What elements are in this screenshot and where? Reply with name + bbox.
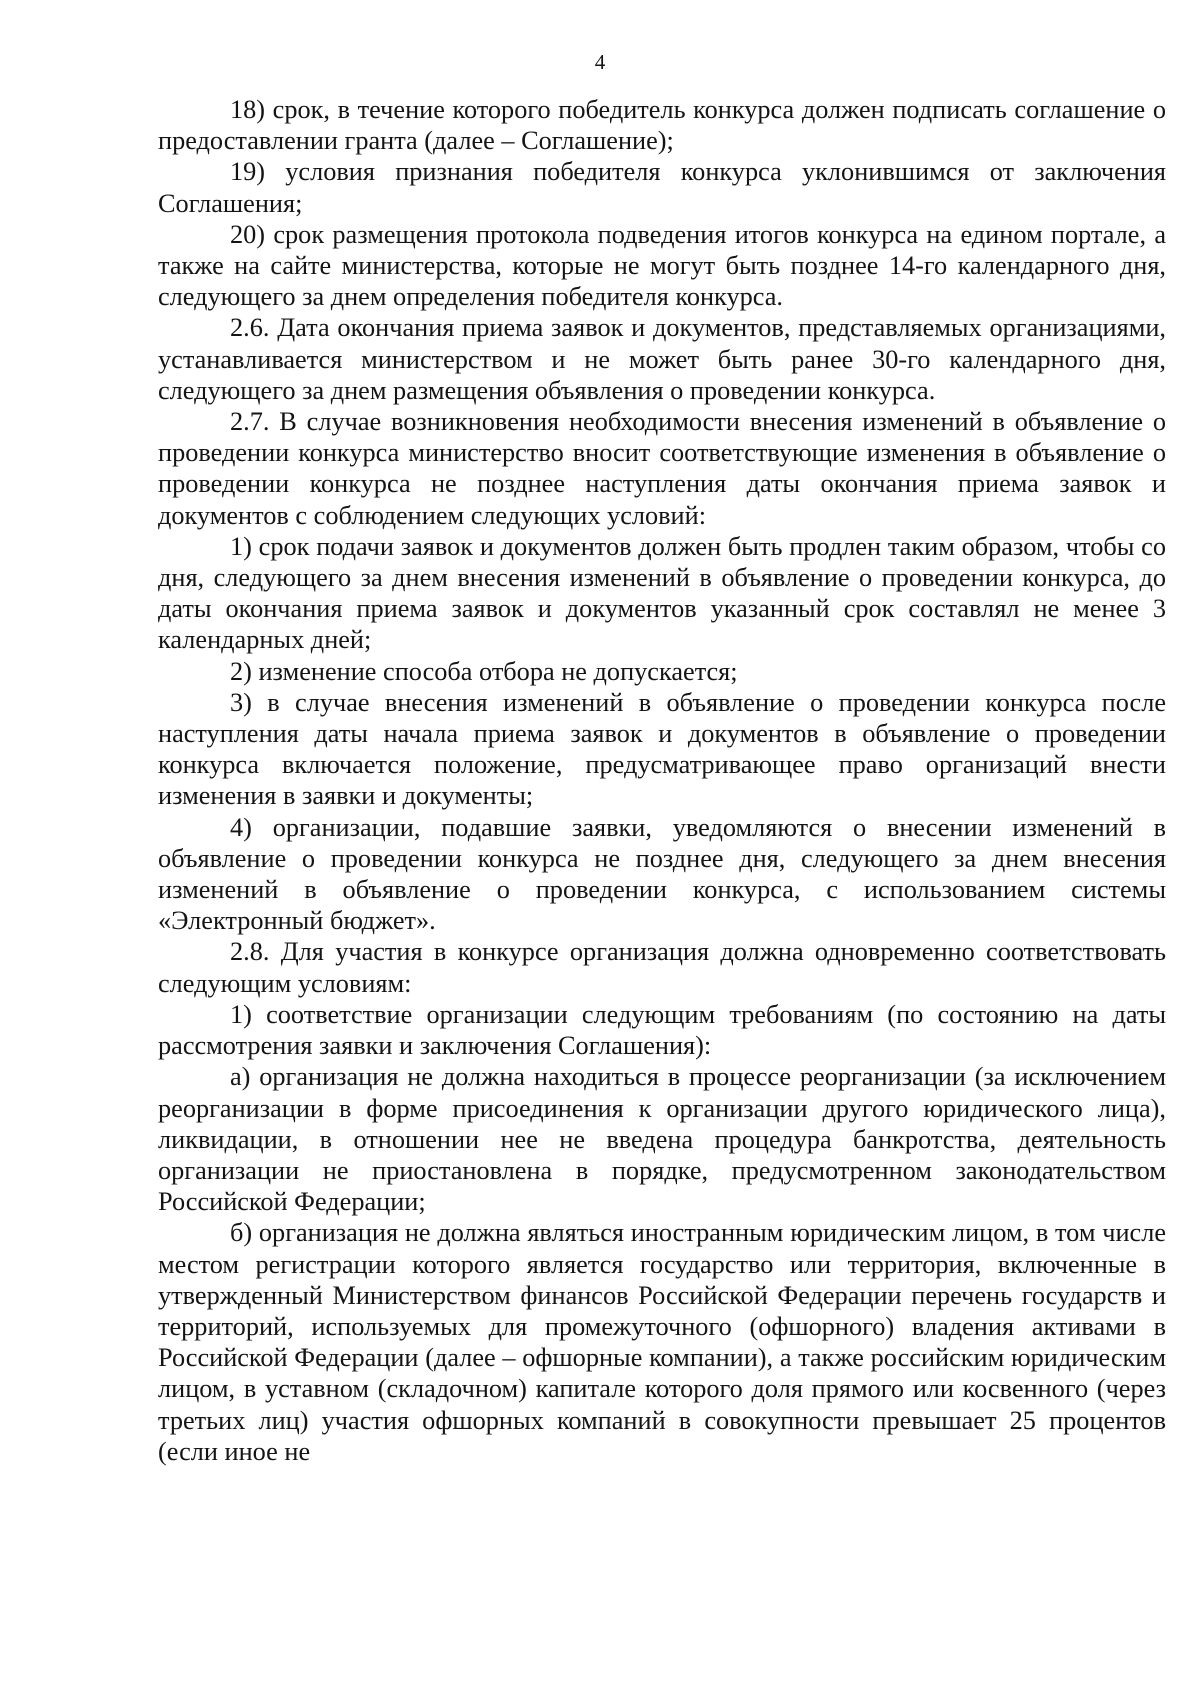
paragraph-item-20: 20) срок размещения протокола подведения итогов конкурса на едином портале, а также на сайте министерства, которые не могут быть позднее 14-го календарного дня, следующего за днем определения победителя конкурса. — [158, 219, 1166, 312]
paragraph-item-18: 18) срок, в течение которого победитель конкурса должен подписать соглашение о предоставлении гранта (далее – Соглашение); — [158, 95, 1166, 156]
paragraph-clause-2-7: 2.7. В случае возникновения необходимости внесения изменений в объявление о проведении конкурса министерство вносит соответствующие изменения в объявление о проведении конкурса не позднее наступления даты окончания приема заявок и документов с соблюдением следующих условий: — [158, 407, 1166, 530]
paragraph-condition-3: 3) в случае внесения изменений в объявление о проведении конкурса после наступления даты начала приема заявок и документов в объявление о проведении конкурса включается положение, предусматривающее право организаций внести изменения в заявки и документы; — [158, 687, 1166, 811]
paragraph-requirement-1: 1) соответствие организации следующим требованиям (по состоянию на даты рассмотрения заявки и заключения Соглашения): — [158, 999, 1166, 1061]
paragraph-clause-2-6: 2.6. Дата окончания приема заявок и документов, представляемых организациями, устанавливается министерством и не может быть ранее 30-го календарного дня, следующего за днем размещения объявления о проведении конкурса. — [158, 313, 1166, 405]
paragraph-condition-4: 4) организации, подавшие заявки, уведомляются о внесении изменений в объявление о проведении конкурса не позднее дня, следующего за днем внесения изменений в объявление о проведении конкурса, с использованием системы «Электронный бюджет». — [158, 812, 1166, 936]
paragraph-condition-2: 2) изменение способа отбора не допускается; — [230, 656, 738, 686]
page-number: 4 — [594, 50, 606, 74]
document-body — [158, 94, 1166, 1467]
paragraph-condition-1: 1) срок подачи заявок и документов должен быть продлен таким образом, чтобы со дня, следующего за днем внесения изменений в объявление о проведении конкурса, до даты окончания приема заявок и документов указанный срок составлял не менее 3 календарных дней; — [158, 531, 1166, 655]
paragraph-item-19: 19) условия признания победителя конкурса уклонившимся от заключения Соглашения; — [158, 157, 1166, 218]
paragraph-requirement-b: б) организация не должна являться иностранным юридическим лицом, в том числе местом регистрации которого является государство или территория, включенные в утвержденный Министерством финансов Российской Федерации перечень государств и территорий, используемых для промежуточного (офшорного) владения активами в Российской Федерации (далее – офшорные компании), а также российским юридическим лицом, в уставном (складочном) капитале которого доля прямого или косвенного (через третьих лиц) участия офшорных компаний в совокупности превышает 25 процентов (если иное не — [158, 1218, 1166, 1466]
paragraph-clause-2-8: 2.8. Для участия в конкурсе организация должна одновременно соответствовать следующим условиям: — [158, 937, 1166, 998]
paragraph-requirement-a: а) организация не должна находиться в процессе реорганизации (за исключением реорганизации в форме присоединения к организации другого юридического лица), ликвидации, в отношении нее не введена процедура банкротства, деятельность организации не приостановлена в порядке, предусмотренном законодательством Российской Федерации; — [158, 1062, 1166, 1217]
